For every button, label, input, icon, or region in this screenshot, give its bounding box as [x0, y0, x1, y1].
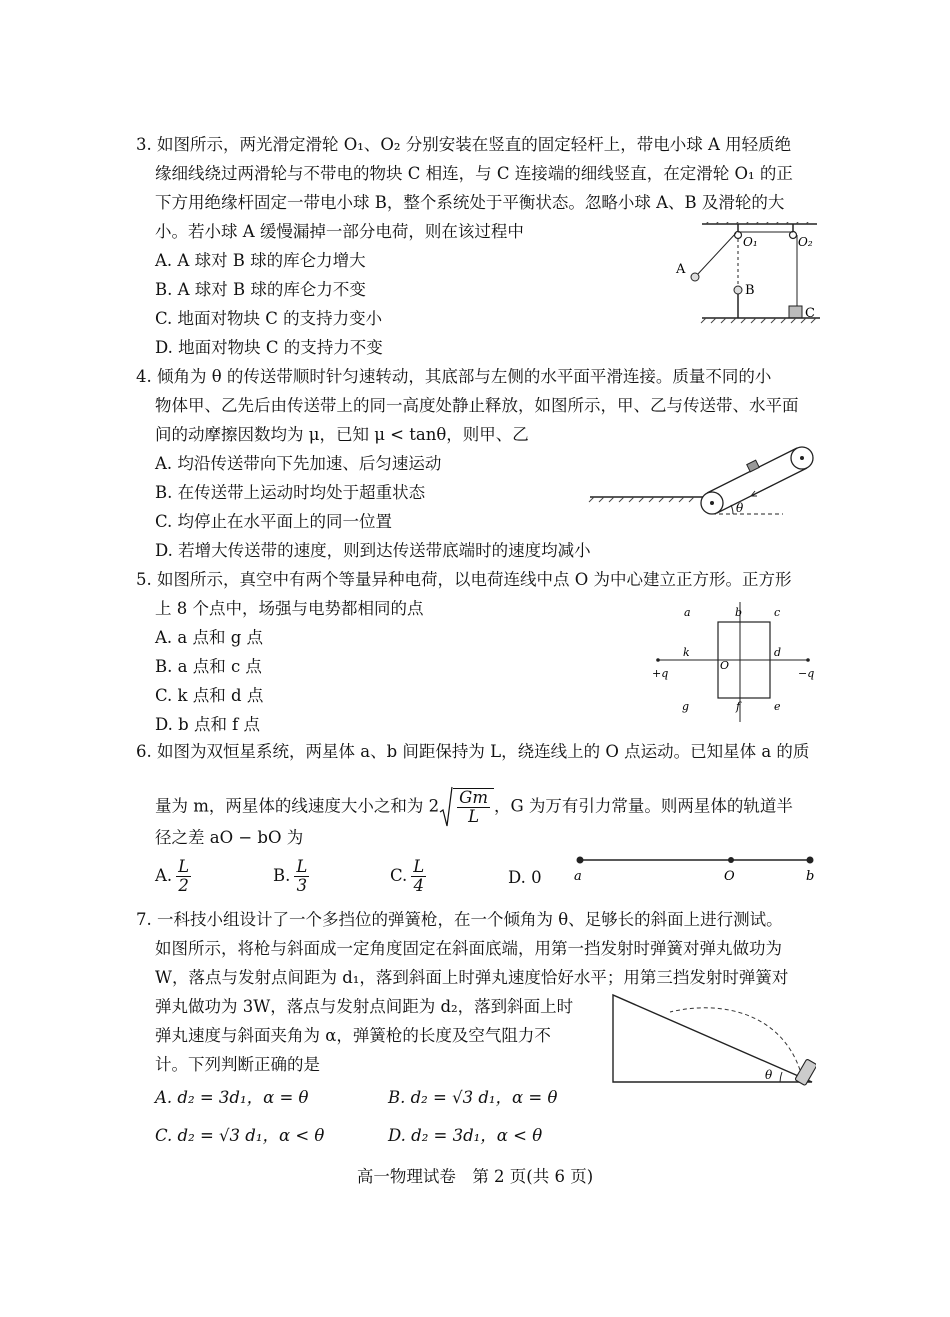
- q7-option-d: D. d₂ = 3d₁，α < θ: [388, 1126, 543, 1145]
- q3-stem-line-1: 3. 如图所示，两光滑定滑轮 O₁、O₂ 分别安装在竖直的固定轻杆上，带电小球 A 用轻质绝: [136, 135, 792, 154]
- q7-stem-line-6: 计。下列判断正确的是: [155, 1055, 320, 1074]
- q4-option-a: A. 均沿传送带向下先加速、后匀速运动: [155, 454, 442, 473]
- q7-stem-line-3: W，落点与发射点间距为 d₁，落到斜面上时弹丸速度恰好水平；用第三挡发射时弹簧对: [155, 968, 789, 987]
- point-c: c: [774, 606, 781, 619]
- point-d: d: [774, 646, 782, 659]
- label-center-o: O: [724, 869, 735, 884]
- q6-stem-line-2: [155, 786, 793, 828]
- q7-incline-figure: [610, 992, 816, 1086]
- point-b: b: [735, 606, 743, 619]
- q7-stem-line-5: 弹丸速度与斜面夹角为 α，弹簧枪的长度及空气阻力不: [155, 1026, 551, 1045]
- q4-stem-line-3: 间的动摩擦因数均为 μ，已知 μ < tanθ，则甲、乙: [155, 425, 529, 444]
- label-c: C: [805, 306, 815, 321]
- q3-option-a: A. A 球对 B 球的库仑力增大: [155, 251, 366, 270]
- q5-option-b: B. a 点和 c 点: [155, 657, 262, 676]
- q5-option-d: D. b 点和 f 点: [155, 715, 261, 734]
- label-theta-incline: θ: [765, 1068, 773, 1082]
- star-b-icon: [807, 857, 814, 864]
- point-g: g: [682, 700, 690, 713]
- q6-option-c: C. $\frac{L}{4}$: [390, 857, 425, 895]
- q7-stem-line-4: 弹丸做功为 3W，落点与发射点间距为 d₂，落到斜面上时: [155, 997, 574, 1016]
- ball-a-icon: [691, 273, 699, 281]
- sqrt-sign-icon: [439, 786, 453, 828]
- q7-option-c: C. d₂ = √3 d₁，α < θ: [155, 1126, 325, 1145]
- q6-stem-line-3: 径之差 aO − bO 为: [155, 828, 304, 847]
- q5-option-a: A. a 点和 g 点: [155, 628, 264, 647]
- q7-stem-line-1: 7. 一科技小组设计了一个多挡位的弹簧枪，在一个倾角为 θ、足够长的斜面上进行测试。: [136, 910, 783, 929]
- point-o: O: [720, 659, 730, 672]
- point-f: f: [736, 700, 741, 713]
- point-e: e: [774, 700, 781, 713]
- q4-stem-line-1: 4. 倾角为 θ 的传送带顺时针匀速转动，其底部与左侧的水平面平滑连接。质量不同的小: [136, 367, 772, 386]
- ball-b-icon: [734, 286, 742, 294]
- label-minus-q: −q: [798, 667, 815, 680]
- q5-stem-line-1: 5. 如图所示，真空中有两个等量异种电荷，以电荷连线中点 O 为中心建立正方形。正方形: [136, 570, 792, 589]
- q3-option-b: B. A 球对 B 球的库仑力不变: [155, 280, 366, 299]
- sqrt-denominator: L: [468, 806, 480, 826]
- q3-stem-line-4: 小。若小球 A 缓慢漏掉一部分电荷，则在该过程中: [155, 222, 524, 241]
- center-o-icon: [728, 857, 734, 863]
- object-block-icon: [747, 460, 760, 472]
- label-star-a: a: [574, 869, 582, 884]
- q6-stem-line-1: 6. 如图为双恒星系统，两星体 a、b 间距保持为 L，绕连线上的 O 点运动。已知星体 a 的质: [136, 742, 810, 761]
- label-b: B: [745, 283, 755, 298]
- pulley-o2-icon: [790, 232, 797, 239]
- q4-option-b: B. 在传送带上运动时均处于超重状态: [155, 483, 426, 502]
- q3-option-c: C. 地面对物块 C 的支持力变小: [155, 309, 383, 328]
- negative-charge-icon: [806, 658, 810, 662]
- trajectory-curve: [670, 1008, 800, 1070]
- label-o2: O₂: [798, 235, 813, 249]
- label-plus-q: +q: [652, 667, 669, 680]
- pulley-o1-icon: [735, 232, 742, 239]
- q7-stem-line-2: 如图所示，将枪与斜面成一定角度固定在斜面底端，用第一挡发射时弹簧对弹丸做功为: [155, 939, 782, 958]
- q6-stem-line-2-pre: 量为 m，两星体的线速度大小之和为 2: [155, 796, 440, 816]
- q3-stem-line-2: 缘细线绕过两滑轮与不带电的物块 C 相连，与 C 连接端的细线竖直，在定滑轮 O₁ 的正: [155, 164, 793, 183]
- q4-conveyor-figure: [588, 440, 818, 518]
- q6-option-b: B. $\frac{L}{3}$: [273, 857, 308, 895]
- label-o1: O₁: [743, 235, 758, 249]
- q5-stem-line-2: 上 8 个点中，场强与电势都相同的点: [155, 599, 424, 618]
- block-c-icon: [789, 306, 802, 318]
- q4-stem-line-2: 物体甲、乙先后由传送带上的同一高度处静止释放，如图所示，甲、乙与传送带、水平面: [155, 396, 799, 415]
- q6-option-d: D. 0: [508, 868, 542, 887]
- label-a: A: [676, 262, 686, 277]
- sqrt-numerator: Gm: [459, 787, 488, 807]
- q4-option-c: C. 均停止在水平面上的同一位置: [155, 512, 393, 531]
- q3-stem-line-3: 下方用绝缘杆固定一带电小球 B，整个系统处于平衡状态。忽略小球 A、B 及滑轮的大: [155, 193, 785, 212]
- q7-option-a: A. d₂ = 3d₁，α = θ: [155, 1088, 309, 1107]
- point-k: k: [683, 646, 690, 659]
- q6-stem-line-2-post: ，G 为万有引力常量。则两星体的轨道半: [493, 796, 793, 816]
- label-theta: θ: [736, 501, 744, 515]
- q6-option-a: A. $\frac{L}{2}$: [155, 857, 190, 895]
- q3-option-d: D. 地面对物块 C 的支持力不变: [155, 338, 383, 357]
- label-star-b: b: [806, 869, 815, 884]
- q6-binary-star-figure: [570, 850, 820, 884]
- q3-pulley-figure: [672, 222, 822, 327]
- page-footer: 高一物理试卷 第 2 页(共 6 页): [356, 1167, 594, 1186]
- q7-option-b: B. d₂ = √3 d₁，α = θ: [388, 1088, 558, 1107]
- q4-option-d: D. 若增大传送带的速度，则到达传送带底端时的速度均减小: [155, 541, 591, 560]
- star-a-icon: [577, 857, 584, 864]
- point-a: a: [684, 606, 691, 619]
- spring-gun-icon: [795, 1059, 816, 1086]
- q5-square-figure: [650, 600, 818, 725]
- q5-option-c: C. k 点和 d 点: [155, 686, 264, 705]
- positive-charge-icon: [656, 658, 660, 662]
